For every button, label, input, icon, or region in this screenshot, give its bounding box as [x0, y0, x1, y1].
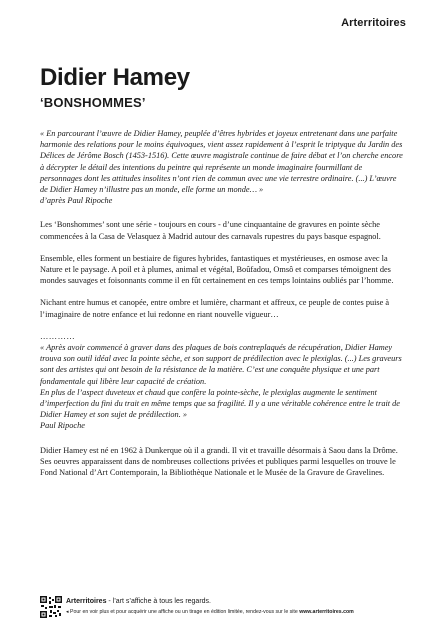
quote-attribution: d’après Paul Ripoche — [40, 196, 113, 206]
qr-code-icon[interactable] — [40, 596, 62, 618]
quote-text: « En parcourant l’œuvre de Didier Hamey, peuplée d’êtres hybrides et joyeux entretenant dans une parfaite harmonie des relations pour le moins équivoques, vient assez rapidement à l’esprit le triptyque du Jardin des Délices de Jérôme Bosch (1453-1516). Cette œuvre magistrale continue de faire débat et l’on cherche encore à décrypter le détail des intentions du peintre qui représente un monde imaginaire fourmillant de personnages dont les attitudes insolites n’ont rien de commun avec une vie terrestre ordinaire. (...) L’œuvre de Didier Hamey n’illustre pas un monde, elle forme un monde… » — [40, 129, 403, 195]
paragraph: Les ‘Bonshommes’ sont une série - toujours en cours - d’une cinquantaine de gravures en pointe sèche commencées à la Casa de Velasquez à Madrid autour des carnavals rupestres du pays basque espagnol. — [40, 220, 381, 241]
brand-header: Arterritoires — [341, 17, 406, 29]
quote-text: « Après avoir commencé à graver dans des plaques de bois contreplaqués de récupération, Didier Hamey trouva son outil idéal avec la pointe sèche, et son support de prédilection avec le plexiglas. (...) Les graveurs sont des artistes qui ont besoin de la résistance de la matière. C’est une conquête physique et une part fondamentale qui libère leur capacité de création. — [40, 343, 402, 386]
paragraph: Nichant entre humus et canopée, entre ombre et lumière, charmant et affreux, ce peuple de contes puise à l’imaginaire de notre enfance et lui redonne en riant nouvelle vigueur… — [40, 298, 390, 319]
footer-tagline — [66, 598, 211, 605]
footer-tagline-text: - l’art s’affiche à tous les regards. — [106, 598, 211, 605]
artist-bio: Didier Hamey est né en 1962 à Dunkerque où il a grandi. Il vit et travaille désormais à Saou dans la Drôme. Ses oeuvres apparaissent dans de nombreuses collections privées et publiques parmi lesquelles on trouve le Fond National d’Art Contemporain, la Bibliothèque Nationale et le Musée de la Gravure de Gravelines. — [40, 445, 398, 478]
website-link[interactable]: www.arterritoires.com — [299, 609, 354, 615]
series-title: ‘BONSHOMMES’ — [40, 95, 146, 110]
article-body — [40, 128, 406, 478]
quote-attribution: Paul Ripoche — [40, 421, 85, 431]
artist-name: Didier Hamey — [40, 64, 190, 91]
footer-brand: Arterritoires — [66, 598, 107, 605]
footer-info-text: ◂ Pour en voir plus et pour acquérir une affiche ou un tirage en édition limitée, rendez-vous sur le site — [66, 609, 300, 615]
paragraph: Ensemble, elles forment un bestiaire de figures hybrides, fantastiques et mystérieuses, en osmose avec la Nature et le paysage. A poil et à plumes, animal et végétal, Boûfadou, Omsô et comparses témoignent des mondes sauvages et foisonnants comme il en fût certainement en ces temps lointains oubliés par l’homme. — [40, 253, 394, 286]
quote-text: En plus de l’aspect duveteux et chaud que confère la pointe-sèche, le plexiglas augmente le sentiment d’imperfection du fini du trait en même temps que sa fragilité. Il y a une véritable cohérence entre le trait de Didier Hamey et son sujet de prédilection. » — [40, 387, 400, 420]
footer-info — [66, 609, 354, 615]
separator: ………… — [40, 331, 76, 341]
